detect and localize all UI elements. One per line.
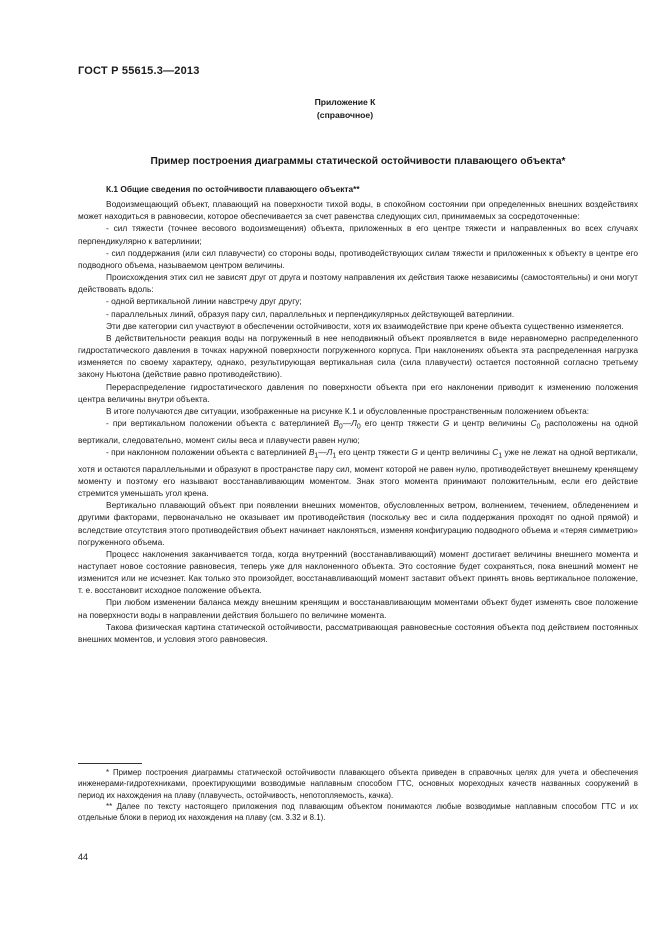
document-title: Пример построения диаграммы статической остойчивости плавающего объекта* [150,156,566,167]
annex-type: (справочное) [316,110,374,120]
paragraph: Происхождения этих сил не зависят друг от друга и поэтому направления их действия также независимы (самостоятельны) и они могут действовать вдоль: [78,272,638,295]
list-item: - сил тяжести (точнее весового водоизмещения) объекта, приложенных в его центре тяжести и направленных во всех случаях перпендикулярно к ватерлинии; [78,223,638,246]
list-item-inclined-position: - при наклонном положении объекта с ватерлинией $В_1—Л_1$ его центр тяжести G и центр величины $С_1$ уже не лежат на одной вертикали, хотя и остаются параллельными и образуют в пространстве пару сил, момент которой не равен нулю, противодействует внешнему кренящему моменту и поэтому его называют восстанавливающим моментом. Знак этого момента принимают положительным, если его действие стремится уменьшать угол крена. [78,446,638,499]
page-number: 44 [78,852,89,862]
annex-title: Приложение К [314,97,376,107]
footnote: * Пример построения диаграммы статической остойчивости плавающего объекта приведен в справочных целях для учета и обеспечения инженерами-гидротехниками, проектирующими возводимые наплавным способом ГТС, основных мореходных качеств названных сооружений в период их нахождения на плаву (плавучесть, остойчивость, непотопляемость, качка). [78,768,638,800]
annex-heading [300,96,390,122]
paragraph: Эти две категории сил участвуют в обеспечении остойчивости, хотя их взаимодействие при крене объекта существенно изменяется. [106,320,624,331]
paragraph: В итоге получаются две ситуации, изображенные на рисунке К.1 и обусловленные пространственным положением объекта: [106,405,590,416]
paragraph: Такова физическая картина статической остойчивости, рассматривающая равновесные состояния объекта под действием постоянных внешних моментов, и условия этого равновесия. [78,621,638,644]
paragraph: В действительности реакция воды на погруженный в нее неподвижный объект проявляется в виде неравномерно распределенного гидростатического давления в точках наружной поверхности погруженного корпуса. При наклонениях объекта эта распределенная нагрузка изменяется по своему характеру, однако, результирующая вертикальная сила (сила плавучести) остается постоянной согласно третьему закону Ньютона (действие равно противодействию). [78,332,638,380]
section-heading: К.1 Общие сведения по остойчивости плавающего объекта** [106,184,360,194]
list-item-vertical-position: - при вертикальном положении объекта с ватерлинией $В_0—Л_0$ его центр тяжести G и центр величины $С_0$ расположены на одной вертикали, следовательно, момент силы веса и плавучести равен нулю; [78,417,638,445]
paragraph: Перераспределение гидростатического давления по поверхности объекта при его наклонении приводит к изменению положения центра величины внутри объекта. [78,381,638,404]
paragraph: Процесс наклонения заканчивается тогда, когда внутренний (восстанавливающий) момент достигает величины внешнего момента и наступает новое состояние равновесия, теперь уже для наклоненного объекта. Это состояние будет сохраняться, пока внешний момент не изменится или не исчезнет. Как только это произойдет, восстанавливающий момент заставит объект принять вновь вертикальное положение, т. е. восстановит исходное положение объекта. [78,548,638,596]
footnotes [78,767,638,823]
footnote: ** Далее по тексту настоящего приложения под плавающим объектом понимаются любые возводимые наплавным способом ГТС и их отдельные блоки в период их нахождения на плаву (см. 3.32 и 8.1). [78,801,638,823]
paragraph: При любом изменении баланса между внешним кренящим и восстанавливающим моментами объект будет изменять свое положение на поверхности воды в направлении действия большего по величине момента. [78,597,638,620]
paragraph: Вертикально плавающий объект при появлении внешних моментов, обусловленных ветром, волнением, течением, обледенением и другими факторами, первоначально не оказывает им противодействия (поскольку вес и сила поддержания проходят по одной прямой) и вследствие отсутствия этого противодействия объект начинает наклоняться, изменяя конфигурацию подводного объема и «теряя симметрию» погруженного объема. [78,500,638,547]
standard-number: ГОСТ Р 55615.3—2013 [78,65,200,77]
list-item: - параллельных линий, образуя пару сил, параллельных и перпендикулярных действующей ватерлинии. [106,308,515,319]
body-text [78,183,638,645]
list-item: - одной вертикальной линии навстречу друг другу; [106,296,302,307]
list-item: - сил поддержания (или сил плавучести) со стороны воды, противодействующих силам тяжести и приложенных к объекту в центре его подводного объема, называемом центром величины. [78,247,638,270]
footnote-separator [78,763,142,764]
paragraph: Водоизмещающий объект, плавающий на поверхности тихой воды, в спокойном состоянии при определенных внешних воздействиях может находиться в равновесии, которое обеспечивается за счет равенства следующих сил, принимаемых за сосредоточенные: [78,199,638,222]
